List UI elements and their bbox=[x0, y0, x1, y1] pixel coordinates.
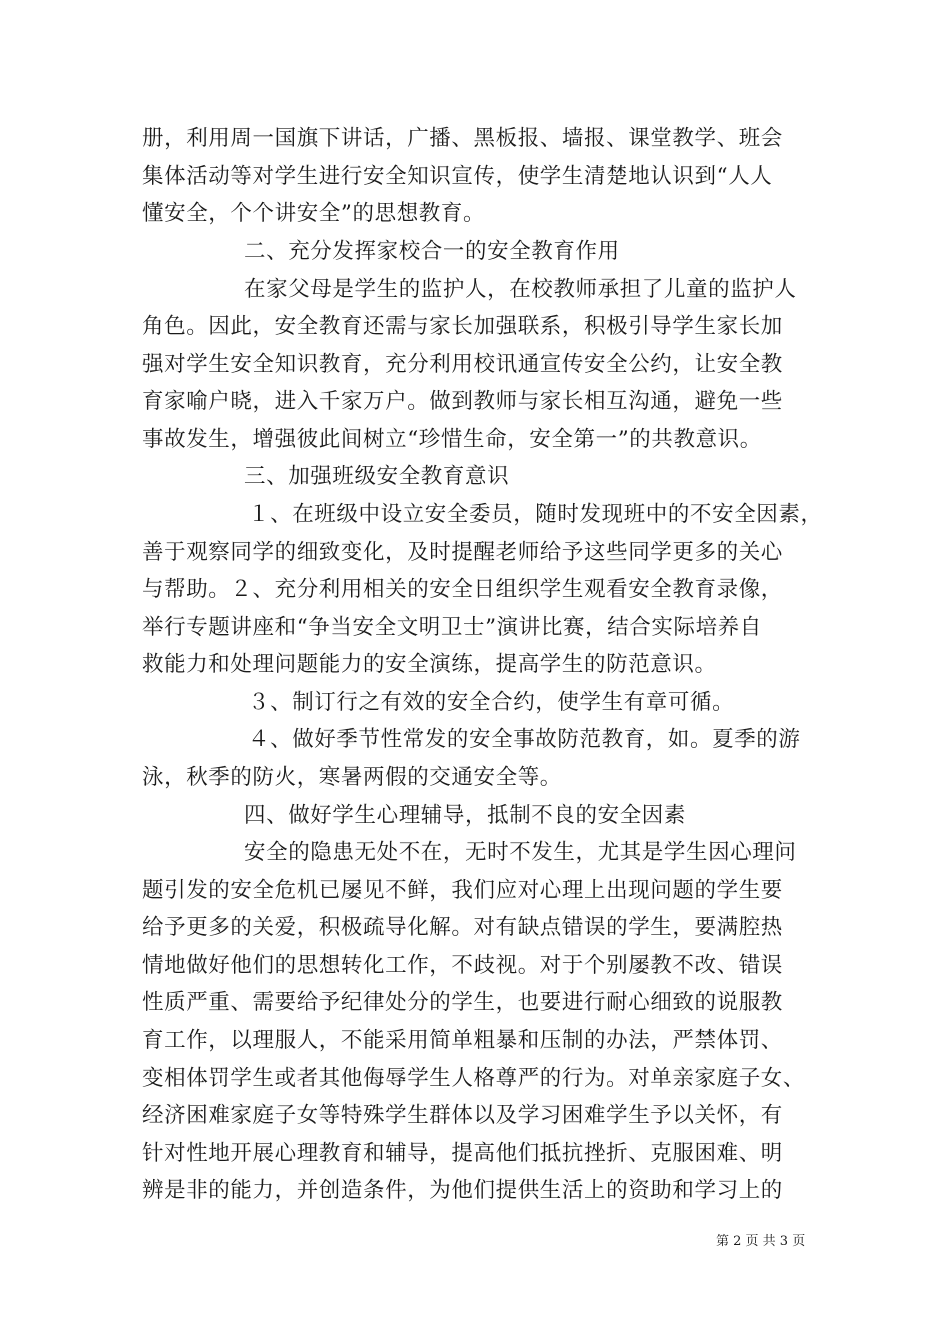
paragraph-line: 安全的隐患无处不在，无时不发生，尤其是学生因心理问 bbox=[244, 840, 797, 865]
paragraph-line: 育家喻户晓，进入千家万户。做到教师与家长相互沟通，避免一些 bbox=[142, 389, 783, 414]
page-number-footer: 第 2 页 共 3 页 bbox=[716, 1234, 806, 1249]
paragraph-line: 题引发的安全危机已屡见不鲜，我们应对心理上出现问题的学生要 bbox=[142, 878, 783, 903]
paragraph-line: ４、做好季节性常发的安全事故防范教育，如。夏季的游 bbox=[248, 727, 801, 752]
paragraph-line: 给予更多的关爱，积极疏导化解。对有缺点错误的学生，要满腔热 bbox=[142, 915, 783, 940]
paragraph-line: 泳，秋季的防火，寒暑两假的交通安全等。 bbox=[142, 765, 562, 790]
paragraph-line: 性质严重、需要给予纪律处分的学生，也要进行耐心细致的说服教 bbox=[142, 990, 783, 1015]
paragraph-line: 事故发生，增强彼此间树立“珍惜生命，安全第一”的共教意识。 bbox=[142, 427, 762, 452]
paragraph-line: 善于观察同学的细致变化，及时提醒老师给予这些同学更多的关心 bbox=[142, 540, 783, 565]
paragraph-line: 与帮助。２、充分利用相关的安全日组织学生观看安全教育录像， bbox=[142, 577, 783, 602]
paragraph-line: 懂安全，个个讲安全”的思想教育。 bbox=[142, 201, 486, 226]
paragraph-line: 在家父母是学生的监护人，在校教师承担了儿童的监护人 bbox=[244, 277, 797, 302]
paragraph-line: 集体活动等对学生进行安全知识宣传，使学生清楚地认识到“人人 bbox=[142, 164, 773, 189]
section-heading: 四、做好学生心理辅导，抵制不良的安全因素 bbox=[244, 803, 687, 828]
section-heading: 三、加强班级安全教育意识 bbox=[244, 464, 510, 489]
paragraph-line: 情地做好他们的思想转化工作，不歧视。对于个别屡教不改、错误 bbox=[142, 953, 783, 978]
paragraph-line: 育工作，以理服人，不能采用简单粗暴和压制的办法，严禁体罚、 bbox=[142, 1028, 783, 1053]
paragraph-line: 辨是非的能力，并创造条件，为他们提供生活上的资助和学习上的 bbox=[142, 1178, 783, 1203]
paragraph-line: １、在班级中设立安全委员，随时发现班中的不安全因素， bbox=[248, 502, 823, 527]
paragraph-line: 举行专题讲座和“争当安全文明卫士”演讲比赛，结合实际培养自 bbox=[142, 615, 762, 640]
paragraph-line: 册，利用周一国旗下讲话，广播、黑板报、墙报、课堂教学、班会 bbox=[142, 126, 783, 151]
paragraph-line: 角色。因此，安全教育还需与家长加强联系，积极引导学生家长加 bbox=[142, 314, 783, 339]
paragraph-line: 针对性地开展心理教育和辅导，提高他们抵抗挫折、克服困难、明 bbox=[142, 1141, 783, 1166]
paragraph-line: 变相体罚学生或者其他侮辱学生人格尊严的行为。对单亲家庭子女、 bbox=[142, 1066, 806, 1091]
paragraph-line: ３、制订行之有效的安全合约，使学生有章可循。 bbox=[248, 690, 735, 715]
paragraph-line: 强对学生安全知识教育，充分利用校讯通宣传安全公约，让安全教 bbox=[142, 352, 783, 377]
paragraph-line: 经济困难家庭子女等特殊学生群体以及学习困难学生予以关怀，有 bbox=[142, 1103, 783, 1128]
section-heading: 二、充分发挥家校合一的安全教育作用 bbox=[244, 239, 620, 264]
paragraph-line: 救能力和处理问题能力的安全演练，提高学生的防范意识。 bbox=[142, 652, 717, 677]
